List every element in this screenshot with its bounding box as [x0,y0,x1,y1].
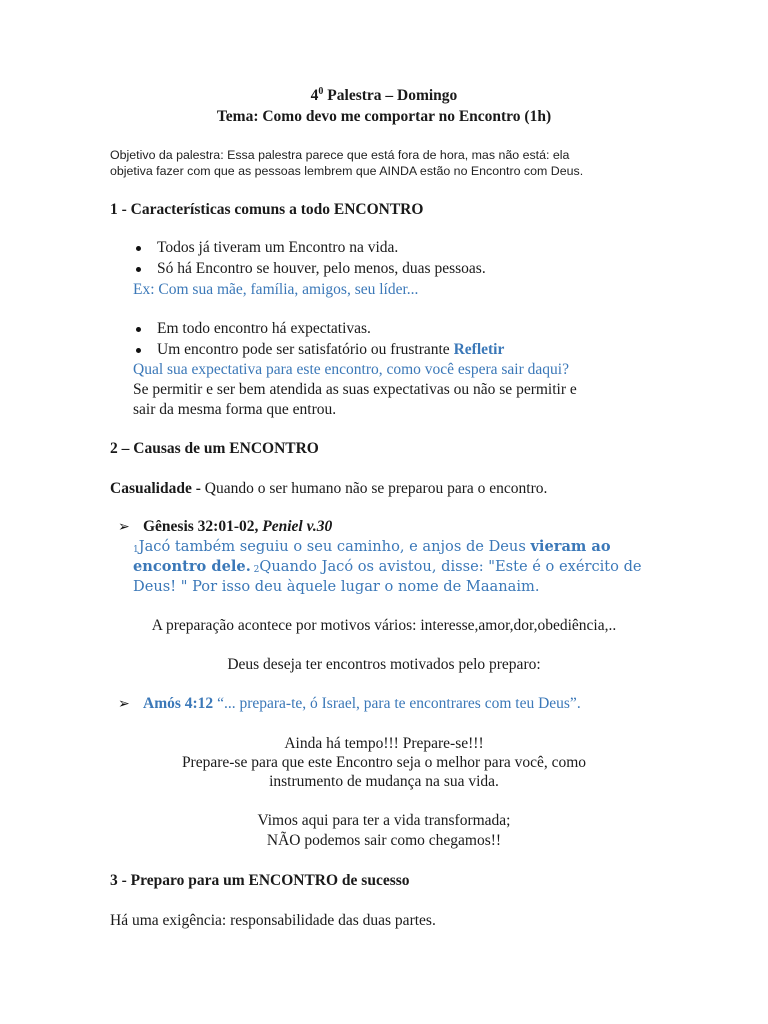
title-superscript: 0 [318,86,324,97]
casualidade-text: Quando o ser humano não se preparou para o encontro. [204,480,548,497]
casualidade-label: Casualidade - [110,480,205,497]
verse-text: Quando Jacó os avistou, disse: "Este é o exército de [259,558,642,575]
closing-line-5: NÃO podemos sair como chegamos!! [266,832,502,849]
arrow-bullet-icon: ➢ [118,696,130,712]
closing-line-3: instrumento de mudança na sua vida. [269,773,499,790]
list-item: Só há Encontro se houver, pelo menos, duas pessoas. [157,260,486,277]
closing-line-1: Ainda há tempo!!! Prepare-se!!! [284,735,484,752]
desire-line: Deus deseja ter encontros motivados pelo preparo: [227,656,541,673]
answer-line-2: sair da mesma forma que entrou. [133,401,337,418]
verse-number: 1 [133,545,139,555]
verse-number: 2 [250,565,260,575]
casualidade-paragraph [110,479,547,499]
verse-text-bold: encontro dele. [133,558,251,575]
bullet-icon [136,246,141,251]
title-text: Palestra – Domingo [323,87,458,104]
section-1-heading: 1 - Características comuns a todo ENCONTRO [110,201,424,218]
verse-line-3: Deus! " Por isso deu àquele lugar o nome de Maanaim. [133,578,540,595]
closing-line-2: Prepare-se para que este Encontro seja o melhor para você, como [181,754,587,771]
objective-line-2: objetiva fazer com que as pessoas lembrem que AINDA estão no Encontro com Deus. [110,164,584,178]
section-3-heading: 3 - Preparo para um ENCONTRO de sucesso [110,872,410,889]
bullet-icon [136,267,141,272]
page-subtitle: Tema: Como devo me comportar no Encontro (1h) [216,108,552,125]
bullet-icon [136,327,141,332]
reference-label: Gênesis 32:01-02, [143,518,263,535]
bullet-icon [136,348,141,353]
arrow-bullet-icon: ➢ [118,519,130,535]
scripture-reference-amos [143,694,581,714]
reference-italic: Peniel v.30 [262,518,333,535]
scripture-reference-genesis [143,517,332,537]
section-2-heading: 2 – Causas de um ENCONTRO [110,440,319,457]
list-item: Todos já tiveram um Encontro na vida. [157,239,399,256]
answer-line-1: Se permitir e ser bem atendida as suas expectativas ou não se permitir e [133,381,577,398]
reference-label: Amós 4:12 [143,695,214,712]
list-item [157,340,504,360]
objective-line-1: Objetivo da palestra: Essa palestra parece que está fora de hora, mas não está: ela [110,148,570,162]
question-line: Qual sua expectativa para este encontro, como você espera sair daqui? [133,361,569,378]
example-line: Ex: Com sua mãe, família, amigos, seu líder... [133,281,419,298]
title-number: 4 [310,87,319,104]
refletir-highlight: Refletir [453,341,505,358]
list-item: Em todo encontro há expectativas. [157,320,371,337]
section-3-text: Há uma exigência: responsabilidade das duas partes. [110,912,436,929]
verse-text: Jacó também seguiu o seu caminho, e anjos de Deus [138,538,531,555]
closing-line-4: Vimos aqui para ter a vida transformada; [257,812,511,829]
preparation-line: A preparação acontece por motivos vários: interesse,amor,dor,obediência,.. [151,617,617,634]
reference-text: “... prepara-te, ó Israel, para te encontrares com teu Deus”. [213,695,581,712]
verse-text-bold: vieram ao [530,538,611,555]
page-title [0,86,768,106]
list-item-text: Um encontro pode ser satisfatório ou frustrante [157,341,454,358]
